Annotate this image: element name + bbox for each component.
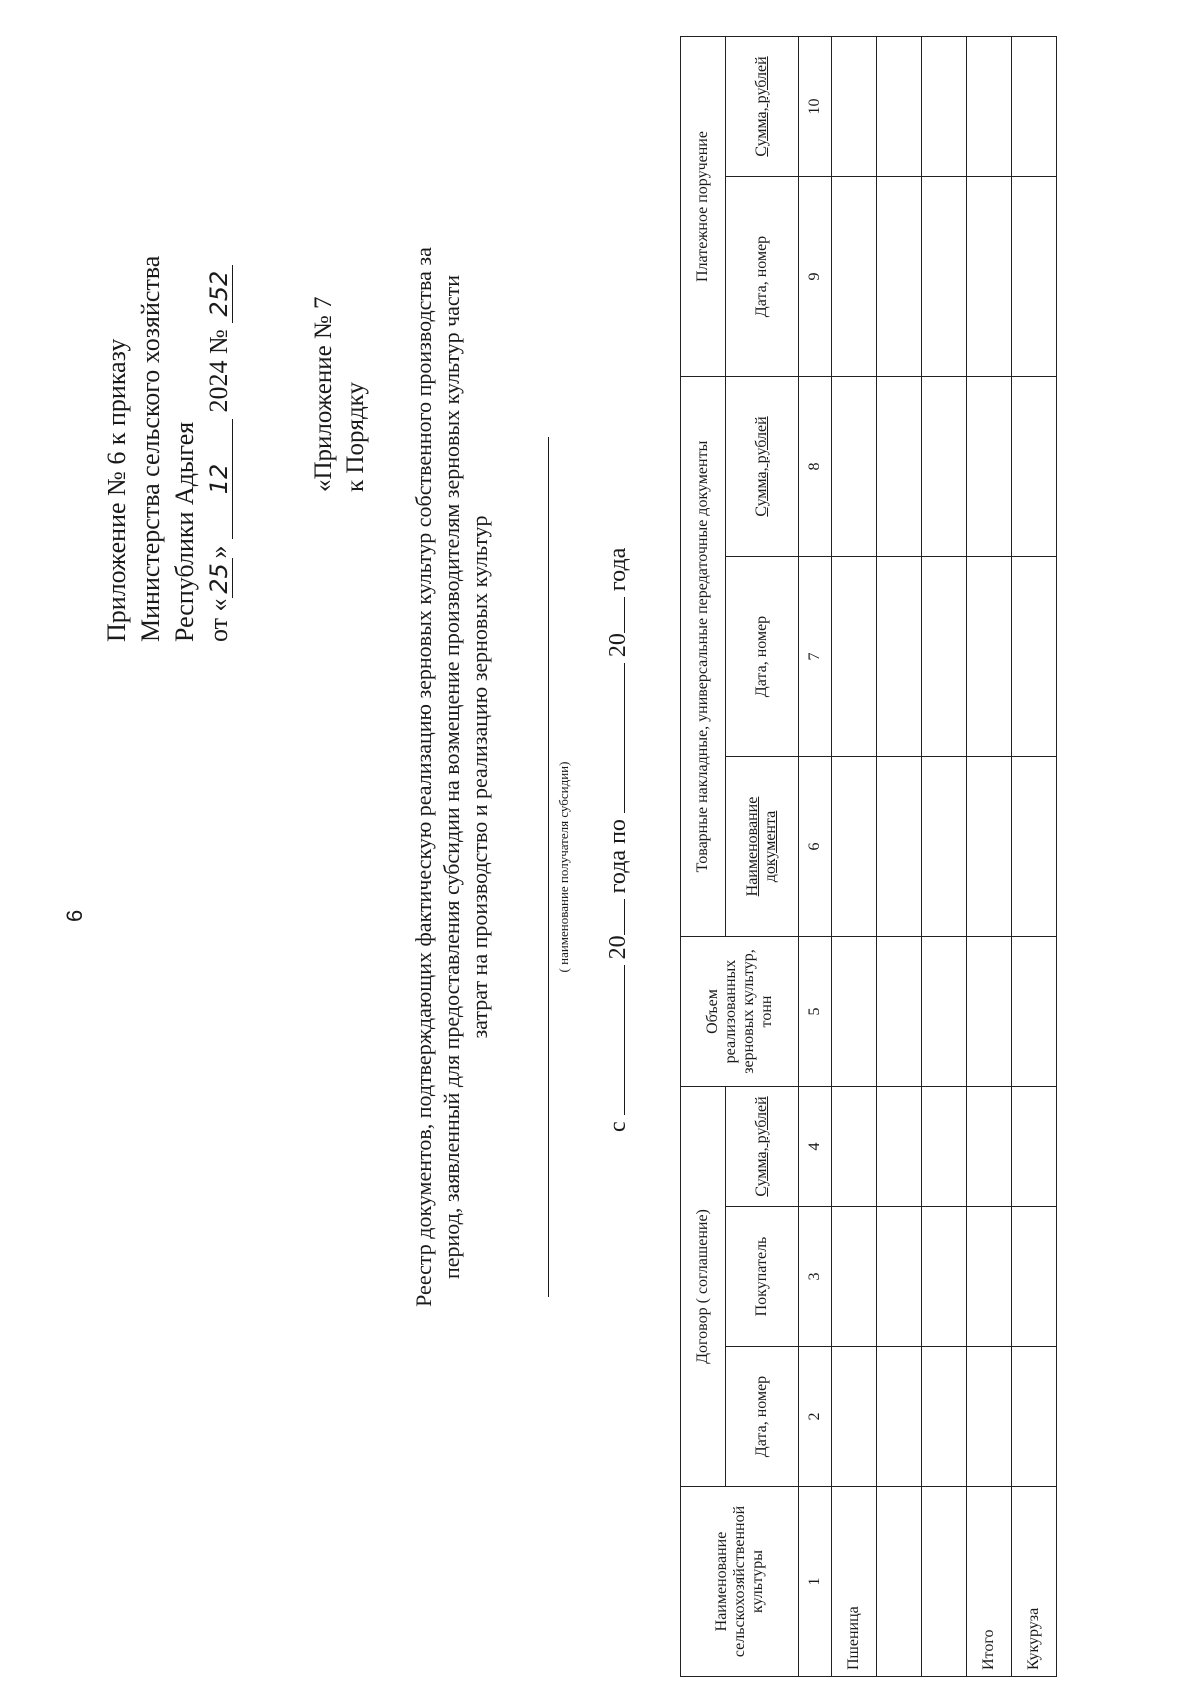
period-year-2: 20 [605, 633, 631, 658]
header-contract-buyer: Покупатель [726, 1207, 799, 1347]
table-cell [832, 937, 877, 1087]
title-line-2: период, заявленный для предоставления субсидии на возмещение производителям зерновых культур части [439, 274, 464, 1280]
table-cell [832, 1207, 877, 1347]
table-cell [832, 1087, 877, 1207]
order-reference [308, 296, 372, 492]
header-crop: Наименование сельскохозяйственной культуры [681, 1487, 799, 1677]
appendix-date-line [202, 256, 236, 642]
header-invoices: Товарные накладные, универсальные передаточные документы [681, 377, 726, 937]
table-cell [1012, 1207, 1057, 1347]
recipient-name-line [548, 437, 549, 1297]
date-day: 25 [206, 558, 233, 598]
table-cell [1012, 377, 1057, 557]
period-year-2-blank [602, 597, 625, 633]
table-cell [877, 557, 922, 757]
header-invoice-sum-text: Сумма, рублей [753, 416, 770, 517]
crop-cell: Пшеница [832, 1487, 877, 1677]
header-volume: Объем реализованных зерновых культур, тонн [681, 937, 799, 1087]
header-contract-sum-text: Сумма, рублей [753, 1096, 770, 1197]
header-payment-sum [726, 37, 799, 177]
table-cell [832, 757, 877, 937]
column-number: 2 [799, 1347, 832, 1487]
title-line-1: Реестр документов, подтверждающих фактическую реализацию зерновых культур собственного производства за [411, 247, 436, 1307]
column-number: 7 [799, 557, 832, 757]
period-from: с [605, 1121, 631, 1132]
column-number: 3 [799, 1207, 832, 1347]
table-row [967, 37, 1012, 1677]
header-contract-sum [726, 1087, 799, 1207]
table-cell [877, 177, 922, 377]
table-cell [1012, 937, 1057, 1087]
column-number: 6 [799, 757, 832, 937]
table-cell [922, 1207, 967, 1347]
registry-table [680, 36, 1057, 1677]
table-cell [967, 1207, 1012, 1347]
table-cell [877, 1347, 922, 1487]
period-to: года по [605, 819, 631, 894]
table-cell [877, 37, 922, 177]
table-row [877, 37, 922, 1677]
column-number: 1 [799, 1487, 832, 1677]
crop-cell [877, 1487, 922, 1677]
table-cell [922, 937, 967, 1087]
period-line [602, 548, 632, 1132]
period-end-blank [602, 663, 625, 813]
header-invoice-date: Дата, номер [726, 557, 799, 757]
period-year-1: 20 [605, 935, 631, 960]
table-cell [877, 937, 922, 1087]
table-row [832, 37, 877, 1677]
table-cell [832, 1347, 877, 1487]
table-cell [832, 177, 877, 377]
table-cell [832, 37, 877, 177]
table-cell [922, 377, 967, 557]
table-cell [967, 557, 1012, 757]
table-cell [877, 757, 922, 937]
header-invoice-sum [726, 377, 799, 557]
table-cell [877, 1207, 922, 1347]
appendix-block [100, 256, 236, 642]
table-cell [922, 177, 967, 377]
column-number: 10 [799, 37, 832, 177]
period-start-blank [602, 965, 625, 1115]
table-cell [922, 1347, 967, 1487]
appendix-line-3: Республики Адыгея [170, 421, 199, 642]
table-cell [967, 1347, 1012, 1487]
column-number: 9 [799, 177, 832, 377]
column-number-row [799, 37, 832, 1677]
table-cell [1012, 177, 1057, 377]
header-payment-sum-text: Сумма, рублей [753, 56, 770, 157]
table-cell [922, 1087, 967, 1207]
table-cell [922, 37, 967, 177]
table-cell [832, 377, 877, 557]
period-year-1-blank [602, 899, 625, 935]
header-invoice-name [726, 757, 799, 937]
column-number: 5 [799, 937, 832, 1087]
table-cell [967, 377, 1012, 557]
table-cell [967, 177, 1012, 377]
crop-cell: Кукуруза [1012, 1487, 1057, 1677]
date-month: 12 [206, 419, 233, 539]
header-payment: Платежное поручение [681, 37, 726, 377]
table-row [922, 37, 967, 1677]
table-cell [967, 937, 1012, 1087]
date-day-suffix: » [204, 545, 233, 559]
header-contract: Договор ( соглашение) [681, 1087, 726, 1487]
document-title [410, 152, 494, 1402]
table-row [1012, 37, 1057, 1677]
table-cell [967, 757, 1012, 937]
order-reference-line-2: к Порядку [342, 382, 369, 492]
order-number: 252 [206, 265, 233, 323]
date-prefix: от « [204, 598, 233, 642]
title-line-3: затрат на производство и реализацию зерновых культур [467, 515, 492, 1039]
table-cell [832, 557, 877, 757]
table-cell [1012, 37, 1057, 177]
table-cell [922, 757, 967, 937]
table-cell [1012, 1087, 1057, 1207]
crop-cell [922, 1487, 967, 1677]
table-cell [967, 37, 1012, 177]
header-payment-date: Дата, номер [726, 177, 799, 377]
appendix-line-1: Приложение № 6 к приказу [102, 338, 131, 642]
table-cell [1012, 1347, 1057, 1487]
date-year: 2024 № [204, 329, 233, 413]
header-invoice-name-text: Наименование документа [744, 796, 779, 897]
table-cell [877, 377, 922, 557]
column-number: 8 [799, 377, 832, 557]
table-cell [877, 1087, 922, 1207]
period-year-suffix: года [605, 547, 631, 592]
page-number: 6 [62, 909, 87, 922]
header-contract-date: Дата, номер [726, 1347, 799, 1487]
column-number: 4 [799, 1087, 832, 1207]
appendix-line-2: Министерства сельского хозяйства [136, 255, 165, 642]
table-cell [1012, 557, 1057, 757]
table-cell [922, 557, 967, 757]
order-reference-line-1: «Приложение № 7 [310, 296, 337, 492]
crop-cell: Итого [967, 1487, 1012, 1677]
table-cell [967, 1087, 1012, 1207]
recipient-caption: ( наименование получателя субсидии) [556, 761, 571, 973]
table-cell [1012, 757, 1057, 937]
